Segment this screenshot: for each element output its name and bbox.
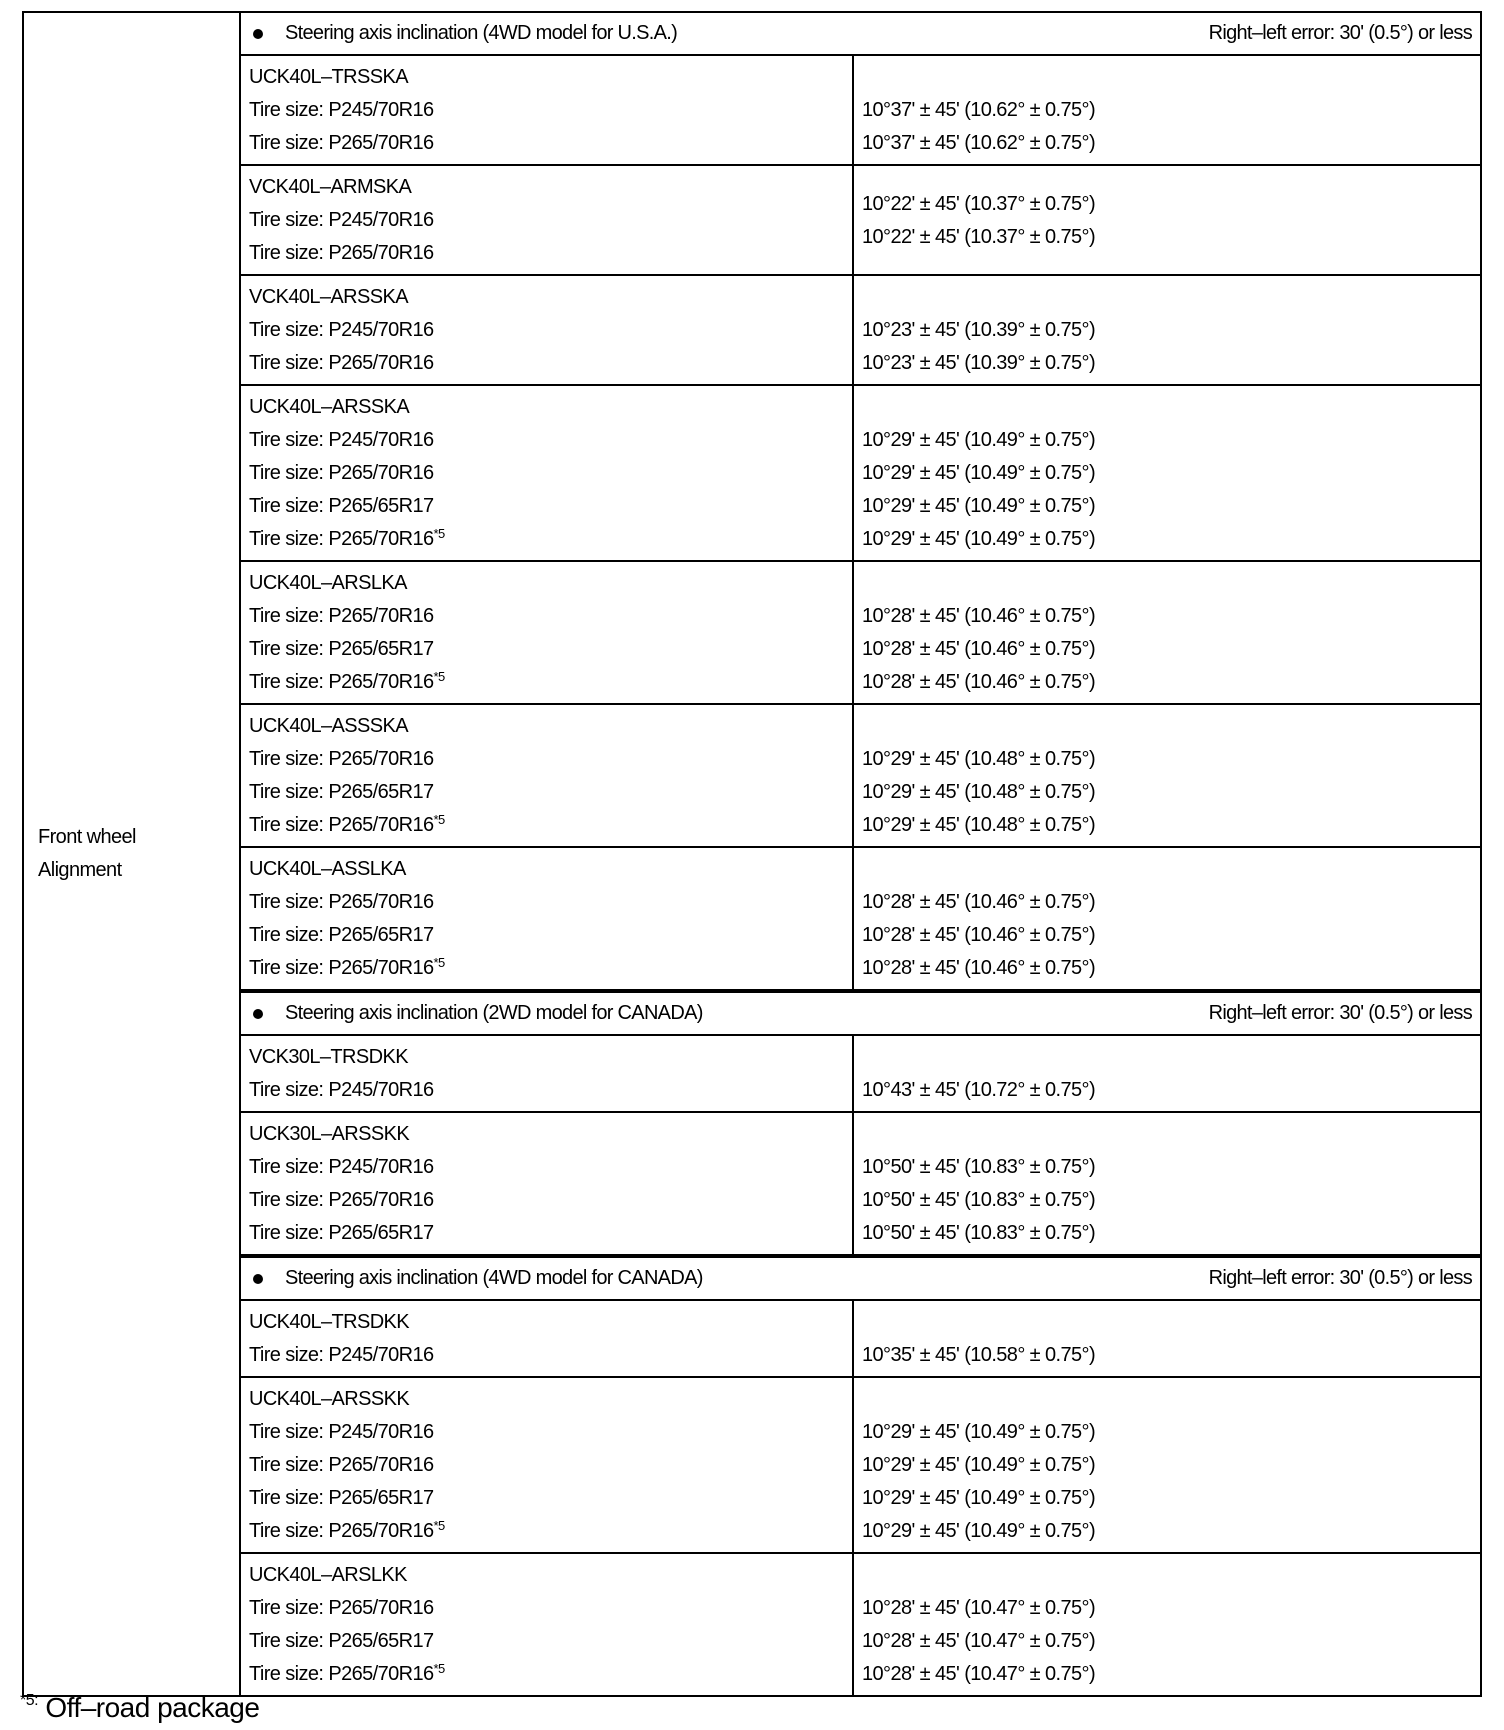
tire-size [249, 94, 844, 127]
section-title: Steering axis inclination (2WD model for CANADA) [285, 1002, 703, 1024]
tire-size-text: Tire size: P245/70R16 [249, 1344, 434, 1366]
tire-size [249, 1151, 844, 1184]
model-cell [241, 386, 854, 560]
model-code: UCK40L–ARSSKK [249, 1388, 410, 1410]
value-cell [854, 848, 1480, 989]
right-left-error: Right–left error: 30' (0.5°) or less [1208, 22, 1472, 44]
section-title-wrap [253, 22, 677, 45]
model-cell [241, 1378, 854, 1552]
value-cell [854, 276, 1480, 384]
inclination-value: 10°29' ± 45' (10.49° ± 0.75°) [862, 1487, 1096, 1509]
bullet-icon [253, 1009, 263, 1019]
tire-size-text: Tire size: P245/70R16 [249, 209, 434, 231]
model-cell [241, 276, 854, 384]
value-cell [854, 1554, 1480, 1695]
tire-size-text: Tire size: P265/70R16 [249, 671, 434, 693]
model-cell [241, 166, 854, 274]
spec-section [241, 1256, 1480, 1695]
value-cell [854, 1036, 1480, 1111]
footnote-mark: *5: [20, 1692, 39, 1709]
tire-size [249, 1416, 844, 1449]
model-row [241, 56, 1480, 166]
tire-size-text: Tire size: P265/70R16 [249, 1189, 434, 1211]
tire-size-text: Tire size: P265/65R17 [249, 781, 434, 803]
model-row [241, 1301, 1480, 1378]
category-label-line: Front wheel [38, 826, 136, 848]
inclination-value: 10°28' ± 45' (10.46° ± 0.75°) [862, 924, 1096, 946]
tire-size-text: Tire size: P265/70R16 [249, 528, 434, 550]
tire-size [249, 809, 844, 842]
inclination-value: 10°28' ± 45' (10.47° ± 0.75°) [862, 1630, 1096, 1652]
model-code: UCK40L–TRSDKK [249, 1311, 410, 1333]
tire-size-text: Tire size: P245/70R16 [249, 99, 434, 121]
section-header [241, 13, 1480, 56]
inclination-value: 10°37' ± 45' (10.62° ± 0.75°) [862, 99, 1096, 121]
model-cell [241, 56, 854, 164]
tire-size-text: Tire size: P265/70R16 [249, 814, 434, 836]
tire-size-text: Tire size: P265/70R16 [249, 462, 434, 484]
tire-size-text: Tire size: P265/65R17 [249, 1222, 434, 1244]
tire-size [249, 1184, 844, 1217]
tire-size [249, 600, 844, 633]
right-left-error: Right–left error: 30' (0.5°) or less [1208, 1002, 1472, 1024]
model-row [241, 705, 1480, 848]
tire-size-text: Tire size: P265/70R16 [249, 957, 434, 979]
tire-size [249, 490, 844, 523]
spec-section [241, 13, 1480, 991]
category-label [24, 821, 136, 887]
inclination-value: 10°29' ± 45' (10.49° ± 0.75°) [862, 495, 1096, 517]
section-title-wrap [253, 1002, 703, 1025]
footnote [20, 1692, 259, 1724]
model-cell [241, 1554, 854, 1695]
inclination-value: 10°50' ± 45' (10.83° ± 0.75°) [862, 1222, 1096, 1244]
tire-size-text: Tire size: P265/65R17 [249, 1487, 434, 1509]
inclination-value: 10°28' ± 45' (10.46° ± 0.75°) [862, 957, 1096, 979]
inclination-value: 10°23' ± 45' (10.39° ± 0.75°) [862, 352, 1096, 374]
tire-size-text: Tire size: P265/70R16 [249, 891, 434, 913]
model-code: UCK40L–ASSLKA [249, 858, 406, 880]
category-column [24, 13, 241, 1695]
model-code: VCK40L–ARMSKA [249, 176, 412, 198]
footnote-ref: *5 [433, 955, 445, 970]
model-code: VCK30L–TRSDKK [249, 1046, 408, 1068]
model-row [241, 1554, 1480, 1695]
model-code: UCK30L–ARSSKK [249, 1123, 410, 1145]
inclination-value: 10°50' ± 45' (10.83° ± 0.75°) [862, 1156, 1096, 1178]
tire-size [249, 776, 844, 809]
tire-size-text: Tire size: P265/65R17 [249, 495, 434, 517]
inclination-value: 10°28' ± 45' (10.46° ± 0.75°) [862, 671, 1096, 693]
tire-size-text: Tire size: P265/70R16 [249, 748, 434, 770]
tire-size-text: Tire size: P265/70R16 [249, 1454, 434, 1476]
footnote-text: Off–road package [38, 1692, 260, 1723]
footnote-ref: *5 [433, 812, 445, 827]
model-row [241, 848, 1480, 991]
value-cell [854, 1378, 1480, 1552]
section-title: Steering axis inclination (4WD model for CANADA) [285, 1267, 703, 1289]
inclination-value: 10°29' ± 45' (10.49° ± 0.75°) [862, 1454, 1096, 1476]
inclination-value: 10°29' ± 45' (10.48° ± 0.75°) [862, 781, 1096, 803]
tire-size-text: Tire size: P265/70R16 [249, 242, 434, 264]
model-code: UCK40L–ARSSKA [249, 396, 410, 418]
tire-size [249, 237, 844, 270]
tire-size [249, 1592, 844, 1625]
model-row [241, 276, 1480, 386]
value-cell [854, 166, 1480, 274]
footnote-ref: *5 [433, 526, 445, 541]
tire-size [249, 127, 844, 160]
category-label-line: Alignment [38, 859, 122, 881]
inclination-value: 10°22' ± 45' (10.37° ± 0.75°) [862, 192, 1096, 215]
value-cell [854, 562, 1480, 703]
model-row [241, 1378, 1480, 1554]
inclination-value: 10°28' ± 45' (10.46° ± 0.75°) [862, 605, 1096, 627]
inclination-value: 10°35' ± 45' (10.58° ± 0.75°) [862, 1344, 1096, 1366]
tire-size [249, 633, 844, 666]
footnote-ref: *5 [433, 669, 445, 684]
tire-size-text: Tire size: P265/70R16 [249, 352, 434, 374]
model-cell [241, 848, 854, 989]
section-header [241, 991, 1480, 1036]
inclination-value: 10°29' ± 45' (10.49° ± 0.75°) [862, 429, 1096, 451]
inclination-value: 10°22' ± 45' (10.37° ± 0.75°) [862, 225, 1096, 248]
inclination-value: 10°28' ± 45' (10.47° ± 0.75°) [862, 1597, 1096, 1619]
model-cell [241, 1113, 854, 1254]
tire-size [249, 1625, 844, 1658]
inclination-value: 10°37' ± 45' (10.62° ± 0.75°) [862, 132, 1096, 154]
spec-section [241, 991, 1480, 1256]
value-cell [854, 1301, 1480, 1376]
model-row [241, 1113, 1480, 1256]
inclination-value: 10°50' ± 45' (10.83° ± 0.75°) [862, 1189, 1096, 1211]
tire-size-text: Tire size: P265/70R16 [249, 1663, 434, 1685]
model-code: UCK40L–ARSLKK [249, 1564, 407, 1586]
tire-size [249, 204, 844, 237]
inclination-value: 10°29' ± 45' (10.48° ± 0.75°) [862, 748, 1096, 770]
tire-size [249, 424, 844, 457]
inclination-value: 10°23' ± 45' (10.39° ± 0.75°) [862, 319, 1096, 341]
model-code: UCK40L–TRSSKA [249, 66, 408, 88]
inclination-value: 10°28' ± 45' (10.47° ± 0.75°) [862, 1663, 1096, 1685]
tire-size-text: Tire size: P245/70R16 [249, 1421, 434, 1443]
tire-size [249, 666, 844, 699]
inclination-value: 10°43' ± 45' (10.72° ± 0.75°) [862, 1079, 1096, 1101]
tire-size [249, 1074, 844, 1107]
tire-size [249, 1515, 844, 1548]
inclination-value: 10°29' ± 45' (10.49° ± 0.75°) [862, 528, 1096, 550]
value-cell [854, 1113, 1480, 1254]
footnote-ref: *5 [433, 1518, 445, 1533]
tire-size [249, 457, 844, 490]
tire-size-text: Tire size: P265/65R17 [249, 1630, 434, 1652]
section-title-wrap [253, 1267, 703, 1290]
inclination-value: 10°28' ± 45' (10.46° ± 0.75°) [862, 891, 1096, 913]
tire-size [249, 1482, 844, 1515]
inclination-value: 10°29' ± 45' (10.49° ± 0.75°) [862, 1520, 1096, 1542]
tire-size-text: Tire size: P245/70R16 [249, 1079, 434, 1101]
model-row [241, 386, 1480, 562]
model-cell [241, 705, 854, 846]
model-code: UCK40L–ARSLKA [249, 572, 407, 594]
inclination-value: 10°29' ± 45' (10.48° ± 0.75°) [862, 814, 1096, 836]
model-code: VCK40L–ARSSKA [249, 286, 408, 308]
model-cell [241, 1301, 854, 1376]
tire-size [249, 919, 844, 952]
tire-size [249, 952, 844, 985]
inclination-value: 10°29' ± 45' (10.49° ± 0.75°) [862, 462, 1096, 484]
tire-size-text: Tire size: P265/70R16 [249, 605, 434, 627]
tire-size-text: Tire size: P245/70R16 [249, 1156, 434, 1178]
tire-size [249, 1339, 844, 1372]
tire-size [249, 523, 844, 556]
tire-size-text: Tire size: P265/70R16 [249, 132, 434, 154]
value-cell [854, 705, 1480, 846]
footnote-ref: *5 [433, 1661, 445, 1676]
value-cell [854, 56, 1480, 164]
tire-size-text: Tire size: P245/70R16 [249, 319, 434, 341]
value-cell [854, 386, 1480, 560]
model-row [241, 1036, 1480, 1113]
tire-size [249, 1658, 844, 1691]
model-cell [241, 1036, 854, 1111]
model-cell [241, 562, 854, 703]
tire-size-text: Tire size: P265/70R16 [249, 1520, 434, 1542]
bullet-icon [253, 1274, 263, 1284]
tire-size-text: Tire size: P245/70R16 [249, 429, 434, 451]
model-row [241, 562, 1480, 705]
tire-size [249, 1217, 844, 1250]
tire-size [249, 314, 844, 347]
section-title: Steering axis inclination (4WD model for U.S.A.) [285, 22, 678, 44]
inclination-value: 10°29' ± 45' (10.49° ± 0.75°) [862, 1421, 1096, 1443]
section-header [241, 1256, 1480, 1301]
tire-size-text: Tire size: P265/70R16 [249, 1597, 434, 1619]
right-left-error: Right–left error: 30' (0.5°) or less [1208, 1267, 1472, 1289]
tire-size [249, 1449, 844, 1482]
tire-size [249, 743, 844, 776]
tire-size [249, 347, 844, 380]
model-code: UCK40L–ASSSKA [249, 715, 408, 737]
alignment-spec-table [22, 11, 1482, 1697]
tire-size [249, 886, 844, 919]
bullet-icon [253, 29, 263, 39]
model-row [241, 166, 1480, 276]
spec-sections [241, 13, 1480, 1695]
inclination-value: 10°28' ± 45' (10.46° ± 0.75°) [862, 638, 1096, 660]
tire-size-text: Tire size: P265/65R17 [249, 924, 434, 946]
tire-size-text: Tire size: P265/65R17 [249, 638, 434, 660]
